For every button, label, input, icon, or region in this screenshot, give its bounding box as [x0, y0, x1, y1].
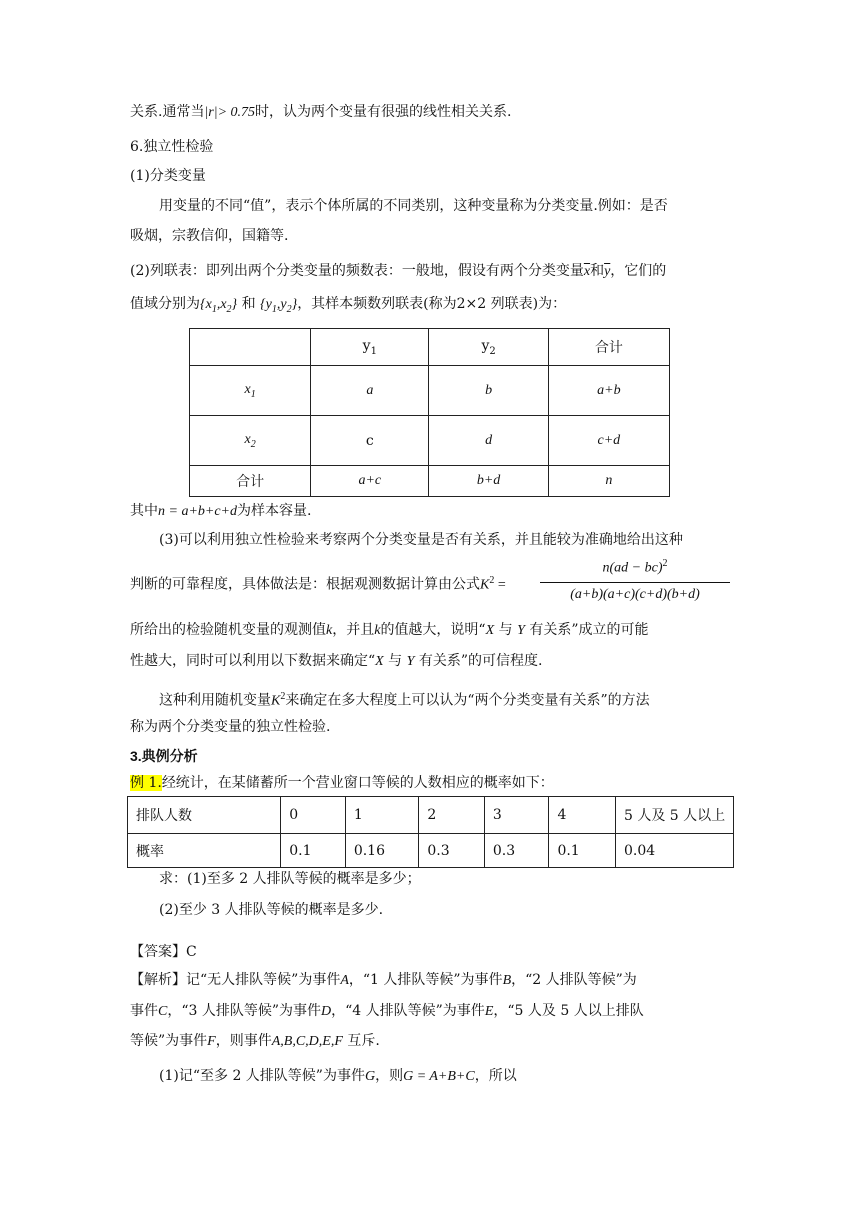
paragraph-line: 吸烟，宗教信仰，国籍等.: [130, 228, 289, 244]
text: 判断的可靠程度，具体做法是：根据观测数据计算由公式: [130, 576, 480, 593]
table-cell: [190, 329, 311, 366]
text: 有关系”的可信程度.: [414, 653, 543, 669]
text: 经统计，在某储蓄所一个营业窗口等候的人数相应的概率如下：: [161, 775, 554, 791]
math-sup: 2: [489, 575, 495, 586]
math: ,x: [216, 297, 227, 312]
text-line: [130, 102, 512, 123]
formula-numerator: n(ad − bc)$^2$: [602, 558, 668, 576]
math-sub: 2: [226, 303, 232, 315]
text: 和: [237, 296, 261, 312]
section-heading: 6.独立性检验: [130, 139, 214, 155]
contingency-table: [189, 328, 670, 497]
text: 来确定在多大程度上可以认为“两个分类变量有关系”的方法: [285, 692, 650, 709]
math-y: Y: [517, 623, 525, 638]
table-cell: c: [311, 416, 429, 466]
text: ，“1 人排队等候”为事件: [348, 972, 503, 988]
math-k: k: [374, 623, 381, 638]
text: 性越大，同时可以利用以下数据来确定“: [130, 653, 376, 669]
text: ，“3 人排队等候”为事件: [167, 1003, 322, 1019]
table-cell: b: [429, 366, 548, 416]
paragraph-line: 称为两个分类变量的独立性检验.: [130, 719, 331, 735]
math-x: X: [375, 654, 384, 669]
math: B: [502, 973, 512, 988]
fraction-bar: [540, 582, 730, 583]
math-y: Y: [406, 654, 415, 669]
math: }: [231, 297, 238, 312]
table-cell: a: [311, 366, 429, 416]
table-header-cell: $y_2$: [429, 329, 548, 366]
paragraph-line: [130, 571, 506, 596]
math: C: [158, 1004, 168, 1019]
table-row-label: 合计: [190, 466, 311, 497]
paragraph-line: 用变量的不同“值”，表示个体所属的不同类别，这种变量称为分类变量.例如：是否: [159, 198, 668, 214]
text: 值域分别为: [130, 296, 200, 312]
math-y-bar: $\overline{y}$: [604, 264, 611, 279]
table-cell: n: [548, 466, 669, 497]
text: ，则事件: [215, 1033, 272, 1049]
formula-denominator: (a+b)(a+c)(c+d)(b+d): [570, 587, 700, 602]
math-sub: 1: [271, 303, 277, 315]
question-line: 求：(1)至多 2 人排队等候的概率是多少；: [159, 871, 421, 887]
math: A: [340, 973, 349, 988]
text: ，所以: [474, 1068, 517, 1084]
text: ，“2 人排队等候”为: [511, 972, 637, 988]
paragraph-line: [130, 294, 566, 320]
text: ，则: [375, 1068, 404, 1084]
paragraph-line: [130, 261, 666, 282]
solution-line: [159, 1066, 517, 1087]
subsection-heading: (1)分类变量: [130, 168, 206, 184]
table-cell: 0.1: [549, 834, 616, 868]
table-cell: 0.16: [345, 834, 419, 868]
math-inline: n = a+b+c+d: [158, 504, 238, 519]
text: (1)记“至多 2 人排队等候”为事件: [159, 1068, 365, 1084]
text: 【解析】记“无人排队等候”为事件: [130, 972, 341, 988]
text: (2)列联表：即列出两个分类变量的频数表：一般地，假设有两个分类变量: [130, 263, 584, 279]
text: 时，认为两个变量有很强的线性相关关系.: [255, 104, 512, 120]
math: =: [494, 577, 506, 593]
solution-line: [130, 970, 637, 991]
math: A,B,C,D,E,F: [271, 1034, 343, 1049]
question-line: (2)至少 3 人排队等候的概率是多少.: [159, 902, 384, 918]
math-x-bar: $\overline{x}$: [583, 264, 591, 279]
example-label: 例 1.: [130, 775, 162, 791]
table-cell: a+c: [311, 466, 429, 497]
math-sub: 1: [211, 303, 217, 315]
text: 等候”为事件: [130, 1033, 208, 1049]
math-inline: |r|> 0.75: [204, 105, 256, 120]
table-cell: 5 人及 5 人以上: [615, 797, 733, 834]
text: 和: [590, 263, 605, 279]
text: 关系.通常当: [130, 104, 205, 120]
table-cell: b+d: [429, 466, 548, 497]
math: F: [207, 1034, 216, 1049]
table-cell: 排队人数: [128, 797, 281, 834]
text: ，并且: [332, 622, 375, 638]
math-k: k: [326, 623, 333, 638]
math: }: [291, 297, 298, 312]
math: E: [484, 1004, 494, 1019]
text: 所给出的检验随机变量的观测值: [130, 622, 326, 638]
math: G: [364, 1069, 376, 1084]
text: 其中: [130, 503, 158, 519]
math-x: X: [485, 623, 495, 638]
text: 与: [494, 622, 518, 638]
paragraph-line: (3)可以利用独立性检验来考察两个分类变量是否有关系，并且能较为准确地给出这种: [159, 532, 683, 548]
table-cell: d: [429, 416, 548, 466]
text: 为样本容量.: [237, 503, 312, 519]
text: 的值越大，说明“: [380, 622, 486, 638]
table-cell: a+b: [548, 366, 669, 416]
math: ,y: [276, 297, 287, 312]
table-row-label: $x_1$: [190, 366, 311, 416]
math-sup: 2: [280, 691, 286, 702]
text: 事件: [130, 1003, 158, 1019]
table-row-label: $x_2$: [190, 416, 311, 466]
table-cell: 3: [484, 797, 549, 834]
text: ，“5 人及 5 人以上排队: [493, 1003, 644, 1019]
text: ，“4 人排队等候”为事件: [331, 1003, 485, 1019]
math: {y: [260, 297, 272, 312]
solution-line: [130, 1001, 644, 1022]
section-heading: 3.典例分析: [130, 748, 198, 764]
paragraph-line: [130, 501, 311, 522]
paragraph-line: [130, 620, 648, 641]
table-header-cell: $y_1$: [311, 329, 429, 366]
text: 互斥.: [342, 1033, 380, 1049]
example-line: [130, 773, 554, 793]
solution-line: [130, 1031, 380, 1052]
paragraph-line: [159, 687, 650, 712]
math-k: K: [480, 577, 490, 593]
text: 这种利用随机变量: [159, 692, 271, 709]
table-cell: c+d: [548, 416, 669, 466]
table-cell: 2: [419, 797, 485, 834]
answer-line: 【答案】C: [130, 944, 197, 960]
table-cell: 0.3: [484, 834, 549, 868]
table-cell: 0: [281, 797, 346, 834]
math: G = A+B+C: [403, 1069, 475, 1084]
text: ，其样本频数列联表(称为2×2 列联表)为：: [297, 296, 567, 312]
table-cell: 概率: [128, 834, 281, 868]
text: 有关系”成立的可能: [524, 622, 649, 638]
math-k: K: [271, 693, 281, 709]
math: D: [321, 1004, 332, 1019]
text: ，它们的: [610, 263, 667, 279]
table-cell: 4: [549, 797, 616, 834]
text: 与: [383, 653, 407, 669]
math-sub: 2: [286, 303, 292, 315]
table-cell: 1: [345, 797, 419, 834]
table-cell: 0.1: [281, 834, 346, 868]
table-cell: 0.04: [615, 834, 733, 868]
paragraph-line: [130, 651, 542, 672]
probability-table: [127, 796, 734, 868]
table-cell: 0.3: [419, 834, 485, 868]
math: {x: [200, 297, 212, 312]
table-header-cell: 合计: [548, 329, 669, 366]
